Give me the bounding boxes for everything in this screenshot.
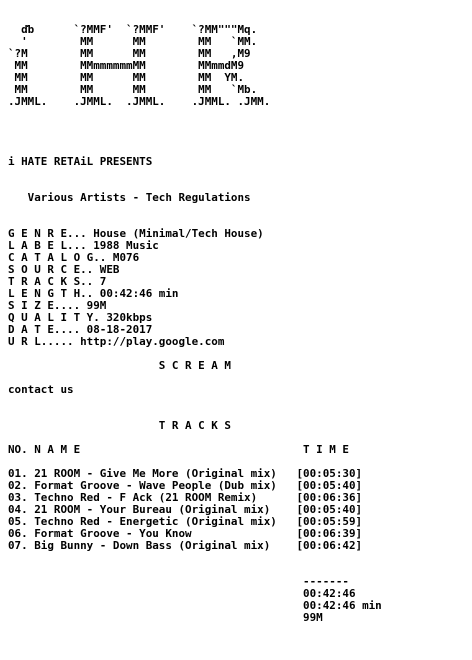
nfo-line: MM MM MM MM YM. — [8, 71, 245, 84]
nfo-line: 06. Format Groove - You Know [00:06:39] — [8, 527, 363, 540]
nfo-line: G E N R E... House (Minimal/Tech House) — [8, 227, 264, 240]
nfo-line: U R L..... http://play.google.com — [8, 335, 225, 348]
nfo-line: 03. Techno Red - F Ack (21 ROOM Remix) [00:06:36] — [8, 491, 363, 504]
nfo-line — [8, 132, 468, 144]
nfo-line: ------- — [8, 575, 349, 588]
nfo-line — [8, 552, 468, 564]
nfo-line: T R A C K S — [8, 419, 231, 432]
nfo-line: T R A C K S.. 7 — [8, 275, 107, 288]
nfo-line: S I Z E.... 99M — [8, 299, 107, 312]
nfo-line: 07. Big Bunny - Down Bass (Original mix) [00:06:42] — [8, 539, 363, 552]
nfo-line: contact us — [8, 383, 74, 396]
nfo-line: Q U A L I T Y. 320kbps — [8, 311, 153, 324]
nfo-line — [8, 108, 468, 120]
nfo-line — [8, 120, 468, 132]
nfo-line: 00:42:46 min — [8, 599, 382, 612]
nfo-line: ' MM MM MM `MM. — [8, 35, 258, 48]
nfo-line: 02. Format Groove - Wave People (Dub mix) [00:05:40] — [8, 479, 363, 492]
nfo-line: S C R E A M — [8, 359, 231, 372]
nfo-line: 05. Techno Red - Energetic (Original mix) [00:05:59] — [8, 515, 363, 528]
nfo-line: S O U R C E.. WEB — [8, 263, 120, 276]
nfo-line — [8, 372, 468, 384]
nfo-line: D A T E.... 08-18-2017 — [8, 323, 153, 336]
nfo-line: `?M MM MM MM ,M9 — [8, 47, 251, 60]
nfo-line: NO. N A M E T I M E — [8, 443, 349, 456]
nfo-line — [8, 204, 468, 216]
nfo-line: 04. 21 ROOM - Your Bureau (Original mix) [00:05:40] — [8, 503, 363, 516]
nfo-line — [8, 0, 468, 12]
nfo-line: C A T A L O G.. M076 — [8, 251, 140, 264]
nfo-line: L A B E L... 1988 Music — [8, 239, 159, 252]
nfo-line: 00:42:46 — [8, 587, 356, 600]
nfo-line: i HATE RETAiL PRESENTS — [8, 155, 153, 168]
nfo-line — [8, 396, 468, 408]
nfo-line: L E N G T H.. 00:42:46 min — [8, 287, 179, 300]
nfo-line — [8, 168, 468, 180]
nfo-text — [8, 0, 468, 624]
nfo-line: 99M — [8, 611, 323, 624]
nfo-line: MM MM MM MM `Mb. — [8, 83, 258, 96]
nfo-line: 01. 21 ROOM - Give Me More (Original mix) [00:05:30] — [8, 467, 363, 480]
nfo-line: MM MMmmmmmmMM MMmmdM9 — [8, 59, 245, 72]
nfo-line: ďb `?MMF' `?MMF' `?MM"""Mq. — [8, 23, 258, 36]
nfo-line: Various Artists - Tech Regulations — [8, 191, 251, 204]
nfo-line: .JMML. .JMML. .JMML. .JMML. .JMM. — [8, 95, 271, 108]
